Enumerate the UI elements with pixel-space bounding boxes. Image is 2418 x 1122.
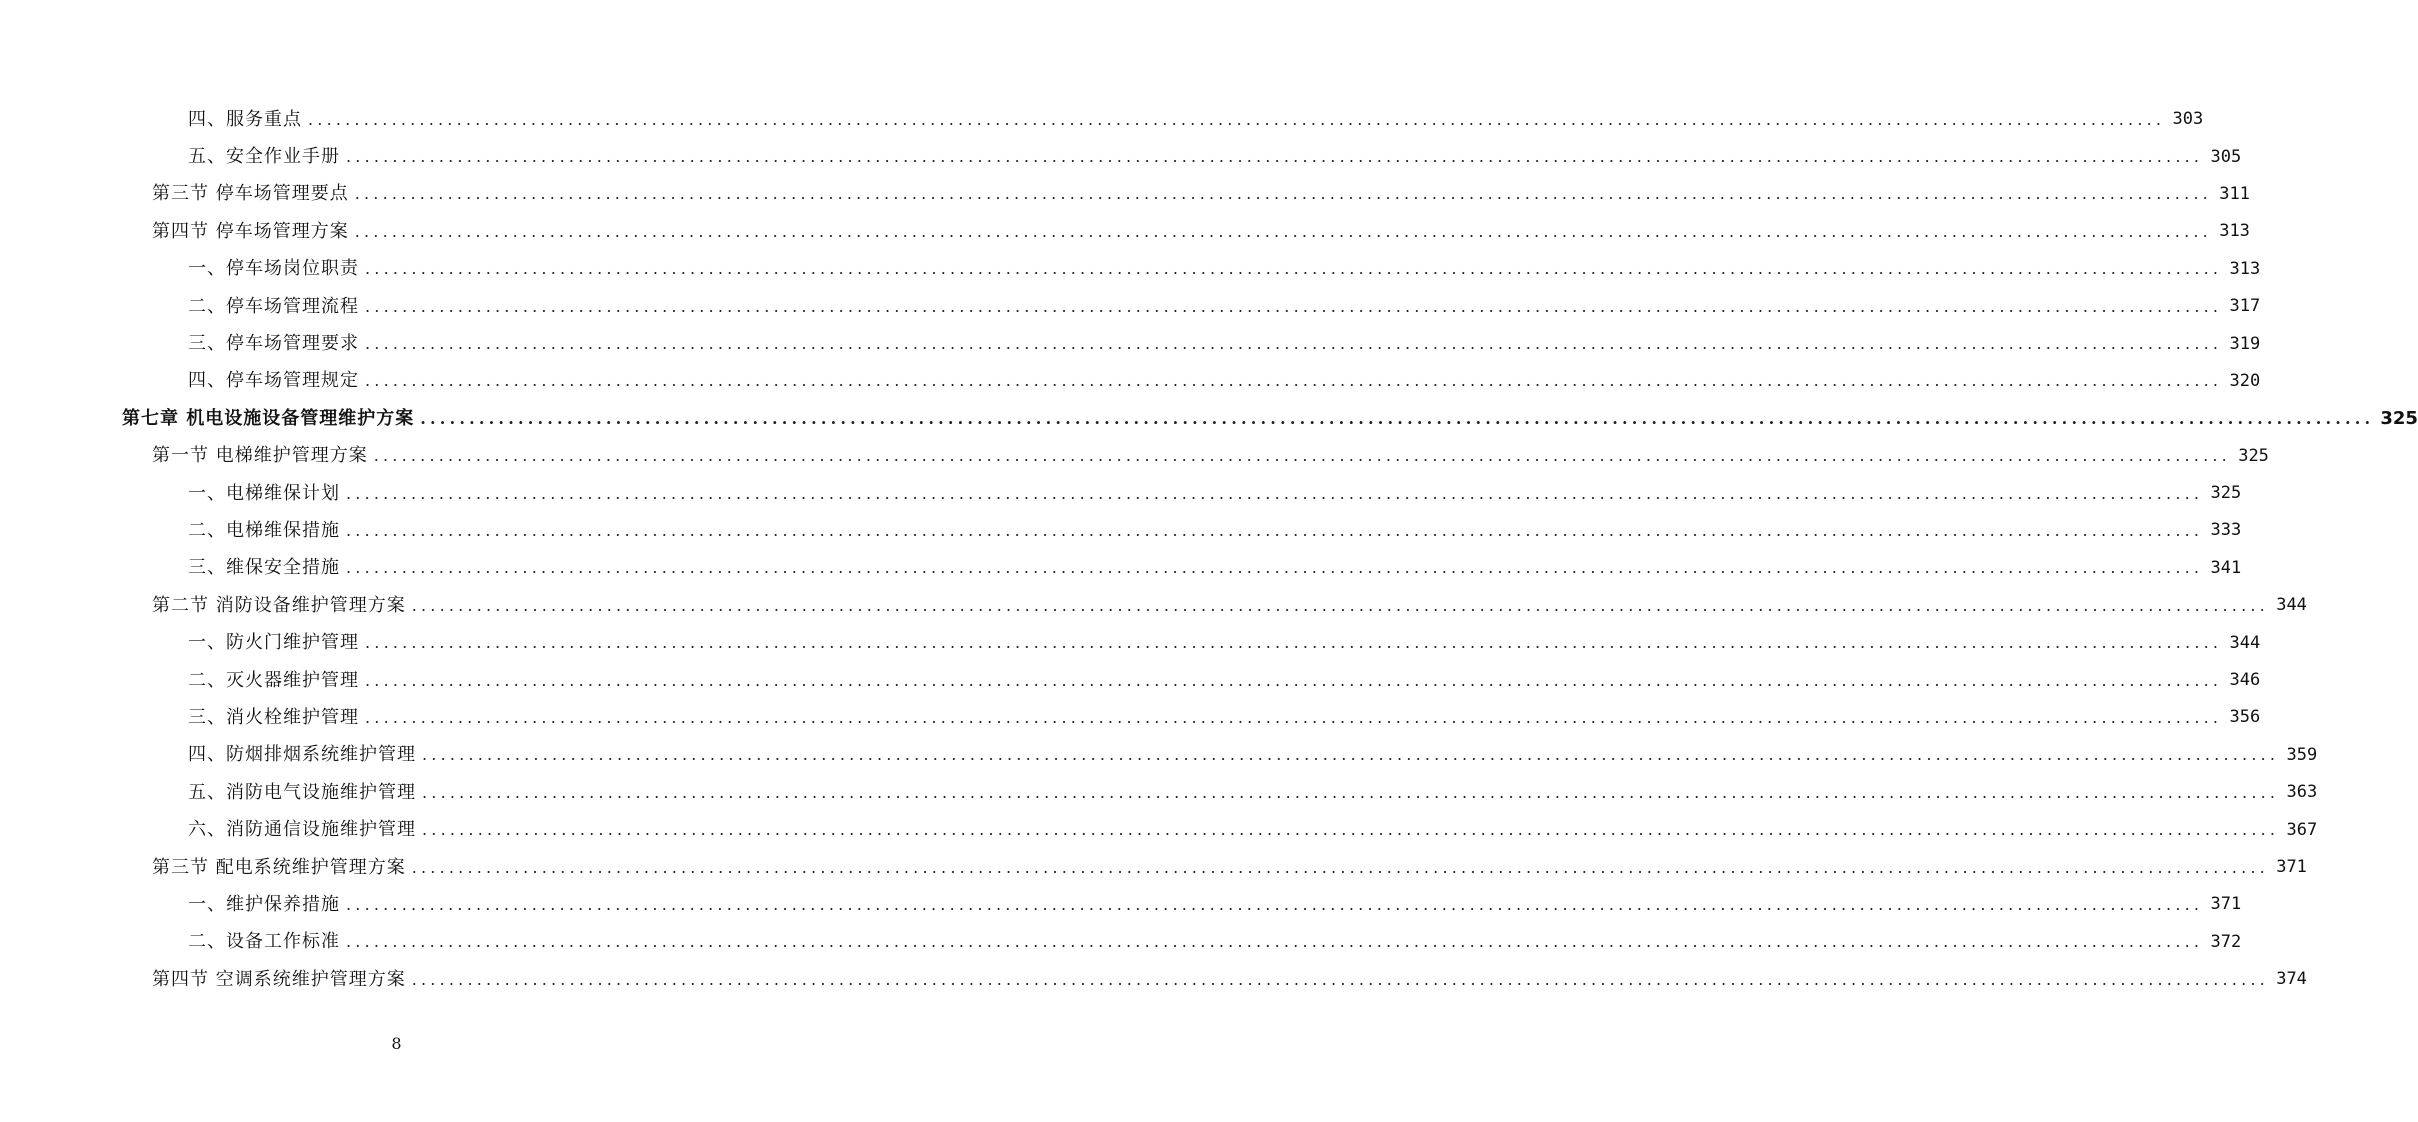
toc-subsection-entry[interactable] — [0, 924, 2242, 961]
toc-subsection-entry[interactable] — [0, 288, 2261, 325]
toc-entry-title: 第二节 消防设备维护管理方案 — [152, 594, 406, 616]
toc-dot-leader: ........................................................................................................................................................................................................ — [308, 109, 2166, 129]
toc-entry-title: 六、消防通信设施维护管理 — [188, 819, 416, 841]
toc-entry-title: 第三节 配电系统维护管理方案 — [152, 856, 406, 878]
toc-section-entry[interactable] — [0, 438, 2269, 475]
toc-entry-page-number: 333 — [2210, 520, 2242, 541]
toc-entry-title: 一、停车场岗位职责 — [188, 258, 359, 280]
toc-entry-page-number: 305 — [2210, 146, 2242, 167]
toc-entry-page-number: 356 — [2229, 707, 2261, 728]
toc-dot-leader: ........................................................................................................................................................................................................ — [346, 932, 2204, 952]
toc-dot-leader: ........................................................................................................................................................................................................ — [346, 894, 2204, 914]
toc-entry-title: 第四节 停车场管理方案 — [152, 220, 349, 242]
toc-subsection-entry[interactable] — [0, 512, 2242, 549]
toc-entry-page-number: 313 — [2219, 221, 2250, 242]
toc-entry-title: 第一节 电梯维护管理方案 — [152, 445, 368, 467]
toc-entry-page-number: 341 — [2210, 557, 2242, 578]
toc-dot-leader: ........................................................................................................................................................................................................ — [346, 147, 2204, 167]
toc-section-entry[interactable] — [0, 213, 2250, 250]
toc-chapter-entry[interactable] — [0, 400, 2418, 437]
toc-subsection-entry[interactable] — [0, 138, 2242, 175]
toc-subsection-entry[interactable] — [0, 886, 2242, 923]
toc-entry-page-number: 325 — [2238, 445, 2269, 466]
toc-dot-leader: ........................................................................................................................................................................................................ — [373, 446, 2231, 466]
toc-entry-title: 一、维护保养措施 — [188, 893, 340, 915]
toc-subsection-entry[interactable] — [0, 699, 2261, 736]
toc-entry-page-number: 371 — [2276, 857, 2307, 877]
toc-entry-page-number: 344 — [2229, 632, 2261, 653]
toc-entry-title: 三、维保安全措施 — [188, 557, 340, 579]
toc-entry-title: 二、电梯维保措施 — [188, 519, 340, 541]
toc-entry-page-number: 319 — [2229, 333, 2261, 354]
toc-dot-leader: ........................................................................................................................................................................................................ — [422, 820, 2280, 840]
toc-subsection-entry[interactable] — [0, 774, 2318, 811]
toc-entry-title: 四、停车场管理规定 — [188, 370, 359, 392]
toc-entry-title: 四、防烟排烟系统维护管理 — [188, 744, 416, 766]
toc-entry-page-number: 363 — [2286, 782, 2318, 803]
toc-subsection-entry[interactable] — [0, 251, 2261, 288]
toc-entry-page-number: 320 — [2229, 370, 2261, 391]
toc-dot-leader: ........................................................................................................................................................................................................ — [365, 296, 2223, 316]
toc-entry-page-number: 303 — [2172, 109, 2204, 130]
toc-entry-title: 一、防火门维护管理 — [188, 632, 359, 654]
toc-dot-leader: ........................................................................................................................................................................................................ — [422, 782, 2280, 802]
toc-dot-leader: ........................................................................................................................................................................................................ — [411, 857, 2269, 877]
toc-subsection-entry[interactable] — [0, 811, 2318, 848]
toc-entry-title: 五、安全作业手册 — [188, 146, 340, 168]
toc-dot-leader: ........................................................................................................................................................................................................ — [422, 745, 2280, 765]
toc-dot-leader: ........................................................................................................................................................................................................ — [346, 483, 2204, 503]
toc-dot-leader: ........................................................................................................................................................................................................ — [365, 371, 2223, 391]
toc-dot-leader: ........................................................................................................................................................................................................ — [346, 520, 2204, 540]
toc-entry-page-number: 325 — [2210, 483, 2242, 504]
toc-dot-leader: ........................................................................................................................................................................................................ — [411, 969, 2269, 989]
toc-entry-title: 二、设备工作标准 — [188, 931, 340, 953]
toc-subsection-entry[interactable] — [0, 550, 2242, 587]
toc-entry-page-number: 367 — [2286, 819, 2318, 840]
toc-entry-page-number: 371 — [2210, 894, 2242, 915]
toc-entry-title: 二、灭火器维护管理 — [188, 669, 359, 691]
toc-entry-title: 四、服务重点 — [188, 108, 302, 130]
toc-entry-page-number: 344 — [2276, 595, 2307, 616]
page-number: 8 — [391, 1034, 402, 1053]
toc-subsection-entry[interactable] — [0, 363, 2261, 400]
toc-entry-title: 第三节 停车场管理要点 — [152, 183, 349, 205]
toc-section-entry[interactable] — [0, 176, 2250, 213]
toc-entry-page-number: 311 — [2219, 183, 2250, 204]
toc-entry-page-number: 325 — [2380, 407, 2418, 429]
toc-dot-leader: ........................................................................................................................................................................................................ — [420, 408, 2375, 428]
toc-dot-leader: ........................................................................................................................................................................................................ — [365, 633, 2223, 653]
toc-entry-page-number: 374 — [2276, 969, 2307, 990]
toc-section-entry[interactable] — [0, 849, 2307, 886]
toc-subsection-entry[interactable] — [0, 475, 2242, 512]
toc-section-entry[interactable] — [0, 587, 2307, 624]
toc-subsection-entry[interactable] — [0, 101, 2204, 138]
toc-dot-leader: ........................................................................................................................................................................................................ — [365, 670, 2223, 690]
toc-entry-page-number: 359 — [2286, 744, 2318, 765]
toc-subsection-entry[interactable] — [0, 737, 2318, 774]
toc-dot-leader: ........................................................................................................................................................................................................ — [411, 595, 2269, 615]
toc-entry-title: 三、消火栓维护管理 — [188, 706, 359, 728]
toc-entry-title: 三、停车场管理要求 — [188, 333, 359, 355]
toc-entry-page-number: 313 — [2229, 258, 2261, 279]
toc-entry-page-number: 372 — [2210, 931, 2242, 952]
toc-dot-leader: ........................................................................................................................................................................................................ — [354, 184, 2212, 204]
toc-entry-title: 第四节 空调系统维护管理方案 — [152, 968, 406, 990]
toc-dot-leader: ........................................................................................................................................................................................................ — [346, 558, 2204, 578]
toc-entry-page-number: 346 — [2229, 670, 2261, 691]
toc-subsection-entry[interactable] — [0, 662, 2261, 699]
toc-dot-leader: ........................................................................................................................................................................................................ — [365, 259, 2223, 279]
toc-entry-page-number: 317 — [2229, 296, 2261, 317]
toc-subsection-entry[interactable] — [0, 325, 2261, 362]
toc-subsection-entry[interactable] — [0, 624, 2261, 661]
toc-entry-title: 第七章 机电设施设备管理维护方案 — [122, 407, 415, 429]
toc-section-entry[interactable] — [0, 961, 2307, 998]
toc-dot-leader: ........................................................................................................................................................................................................ — [354, 221, 2212, 241]
toc-entry-title: 二、停车场管理流程 — [188, 295, 359, 317]
toc-dot-leader: ........................................................................................................................................................................................................ — [365, 334, 2223, 354]
toc-dot-leader: ........................................................................................................................................................................................................ — [365, 707, 2223, 727]
toc-entry-title: 一、电梯维保计划 — [188, 482, 340, 504]
table-of-contents — [0, 101, 2418, 998]
toc-entry-title: 五、消防电气设施维护管理 — [188, 781, 416, 803]
